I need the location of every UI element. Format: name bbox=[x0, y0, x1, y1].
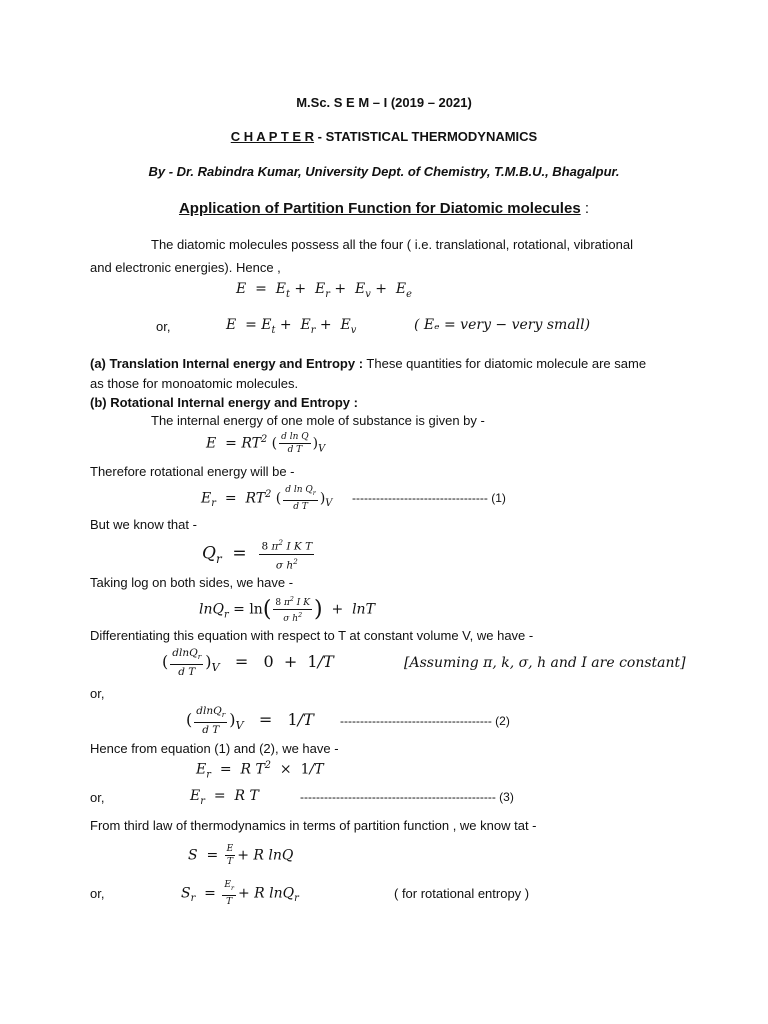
intro-line-2: and electronic energies). Hence , bbox=[90, 260, 281, 275]
therefore-text: Therefore rotational energy will be - bbox=[90, 464, 295, 479]
equation-2-label: -------------------------------------- (2) bbox=[340, 714, 510, 728]
equation-energy-reduced: $E = E_t + E_r + E_v$ bbox=[226, 317, 357, 336]
section-heading-colon: : bbox=[580, 200, 590, 217]
equation-total-energy: $E = E_t + E_r + E_v + E_e$ bbox=[236, 281, 412, 300]
equation-derivative-simplified: ( $\frac{dlnQ_r}{\text{d T}}$ )$_V = 1/T$ bbox=[186, 705, 314, 737]
equation-rotational-entropy: $S_r$ = $\frac{E_r}{T}$ + R lnQ$_r$ bbox=[181, 880, 299, 907]
differentiating-text: Differentiating this equation with respect to T at constant volume V, we have - bbox=[90, 628, 534, 643]
course-title: M.Sc. S E M – I (2019 – 2021) bbox=[296, 95, 472, 110]
equation-1-label: ---------------------------------- (1) bbox=[352, 491, 506, 505]
chapter-rest: - STATISTICAL THERMODYNAMICS bbox=[314, 129, 538, 144]
hence-from-text: Hence from equation (1) and (2), we have - bbox=[90, 741, 339, 756]
equation-log-partition-function: lnQ$_r$ = ln( $\frac{8 \pi^2 I K}{\sigma h^2}$ ) + lnT bbox=[199, 596, 375, 624]
taking-log-text: Taking log on both sides, we have - bbox=[90, 575, 294, 590]
chapter-prefix: C H A P T E R bbox=[230, 129, 315, 144]
chapter-title bbox=[0, 129, 768, 144]
intro-line-1: The diatomic molecules possess all the four ( i.e. translational, rotational, vibrational bbox=[151, 237, 633, 252]
know-that-text: But we know that - bbox=[90, 517, 197, 532]
equation-rotational-partition-function: $Q_r$ = $\frac{8 \pi^2 I K T}{\sigma h^2}$ bbox=[202, 538, 313, 571]
or-label-3: or, bbox=[90, 790, 105, 805]
equation-entropy: S = $\frac{E}{T}$ + R lnQ bbox=[188, 844, 294, 867]
rotational-entropy-note: ( for rotational entropy ) bbox=[394, 886, 530, 901]
section-a-label: (a) Translation Internal energy and Entropy : bbox=[90, 356, 364, 371]
section-heading-title: Application of Partition Function for Diatomic molecules bbox=[178, 200, 581, 217]
equation-er-result: $E_r = R$ T bbox=[190, 788, 259, 807]
section-b-label: (b) Rotational Internal energy and Entropy : bbox=[90, 395, 358, 410]
byline: By - Dr. Rabindra Kumar, University Dept. of Chemistry, T.M.B.U., Bhagalpur. bbox=[148, 164, 620, 179]
or-label-4: or, bbox=[90, 886, 105, 901]
equation-3-label: ------------------------------------------------- (3) bbox=[300, 790, 514, 804]
equation-er-product: $E_r = R$ $T^2 \times 1/T$ bbox=[196, 760, 324, 781]
equation-rotational-energy: $E_r = RT^2$ ( $\frac{d \ln Q_r}{\text{d T}}$ )$_V$ bbox=[201, 485, 333, 512]
equation-internal-energy: $E = RT^2$ ( $\frac{\text{d ln Q}}{\text{d T}}$ )$_V$ bbox=[206, 432, 326, 455]
section-a bbox=[90, 356, 646, 371]
electronic-energy-note: ( Eₑ = very − very small) bbox=[414, 317, 591, 333]
third-law-text: From third law of thermodynamics in terms of partition function , we know tat - bbox=[90, 818, 537, 833]
assumption-note: [Assuming π, k, σ, h and I are constant] bbox=[404, 655, 686, 671]
section-b-text: The internal energy of one mole of substance is given by - bbox=[151, 413, 485, 428]
section-heading bbox=[0, 200, 768, 217]
or-label-2: or, bbox=[90, 686, 105, 701]
equation-derivative: ( $\frac{dlnQ_r}{\text{d T}}$ )$_V = 0 + 1/T$ bbox=[162, 647, 334, 679]
section-a-line-2: as those for monoatomic molecules. bbox=[90, 376, 299, 391]
section-a-text: These quantities for diatomic molecule are same bbox=[363, 356, 647, 371]
or-label-1: or, bbox=[156, 319, 171, 334]
